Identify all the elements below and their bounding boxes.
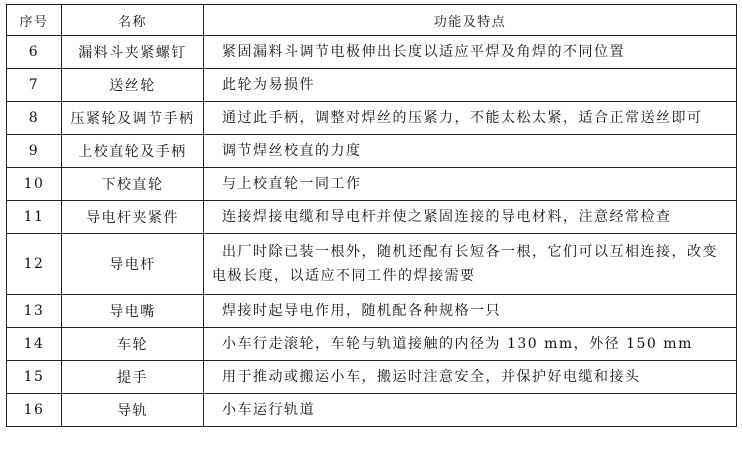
row-desc [204, 135, 737, 168]
row-no: 9 [7, 135, 62, 168]
row-no: 11 [7, 201, 62, 234]
row-desc-text: 焊接时起导电作用，随机配各种规格一只 [222, 303, 501, 319]
row-no: 7 [7, 69, 62, 102]
row-no: 13 [7, 295, 62, 328]
header-name: 名称 [62, 5, 204, 36]
row-desc [204, 361, 737, 394]
row-desc [204, 295, 737, 328]
row-desc [204, 102, 737, 135]
row-desc-text: 与上校直轮一同工作 [222, 176, 362, 192]
row-desc-text: 小车运行轨道 [222, 402, 315, 418]
row-no: 6 [7, 36, 62, 69]
row-name: 漏料斗夹紧螺钉 [62, 36, 204, 69]
header-no: 序号 [7, 5, 62, 36]
row-no: 8 [7, 102, 62, 135]
row-name: 导电嘴 [62, 295, 204, 328]
table-row [7, 168, 737, 201]
row-desc-text: 调节焊丝校直的力度 [222, 143, 362, 159]
row-name: 导轨 [62, 394, 204, 427]
table-row [7, 201, 737, 234]
row-no: 15 [7, 361, 62, 394]
row-desc-text: 小车行走滚轮，车轮与轨道接触的内径为 130 mm，外径 150 mm [222, 336, 693, 352]
row-name: 压紧轮及调节手柄 [62, 102, 204, 135]
row-no: 14 [7, 328, 62, 361]
row-desc-text: 紧固漏料斗调节电极伸出长度以适应平焊及角焊的不同位置 [222, 44, 625, 60]
table-row [7, 234, 737, 295]
component-table [6, 4, 737, 427]
table-row [7, 361, 737, 394]
row-name: 下校直轮 [62, 168, 204, 201]
row-desc [204, 328, 737, 361]
table-row [7, 394, 737, 427]
row-no: 12 [7, 234, 62, 295]
row-name: 导电杆 [62, 234, 204, 295]
row-desc-text: 通过此手柄，调整对焊丝的压紧力，不能太松太紧，适合正常送丝即可 [222, 110, 703, 126]
row-desc [204, 69, 737, 102]
row-desc [204, 234, 737, 295]
row-name: 上校直轮及手柄 [62, 135, 204, 168]
table-row [7, 328, 737, 361]
row-desc [204, 168, 737, 201]
row-desc [204, 36, 737, 69]
table-row [7, 69, 737, 102]
row-name: 送丝轮 [62, 69, 204, 102]
row-desc-line-1: 出厂时除已装一根外，随机还配有长短各一根，它们可以互相连接，改变 [222, 244, 718, 260]
table-row [7, 135, 737, 168]
table-row [7, 295, 737, 328]
row-desc-text: 连接焊接电缆和导电杆并使之紧固连接的导电材料，注意经常检查 [222, 209, 672, 225]
table-header-row [7, 5, 737, 36]
row-no: 16 [7, 394, 62, 427]
row-name: 提手 [62, 361, 204, 394]
row-desc [204, 201, 737, 234]
row-desc-text: 此轮为易损件 [222, 77, 315, 93]
table-row [7, 36, 737, 69]
table-row [7, 102, 737, 135]
row-desc [204, 394, 737, 427]
row-no: 10 [7, 168, 62, 201]
row-desc-text: 用于推动或搬运小车，搬运时注意安全，并保护好电缆和接头 [222, 369, 641, 385]
row-desc-line-2: 电极长度，以适应不同工件的焊接需要 [212, 268, 476, 284]
header-desc: 功能及特点 [204, 5, 737, 36]
row-name: 导电杆夹紧件 [62, 201, 204, 234]
row-name: 车轮 [62, 328, 204, 361]
